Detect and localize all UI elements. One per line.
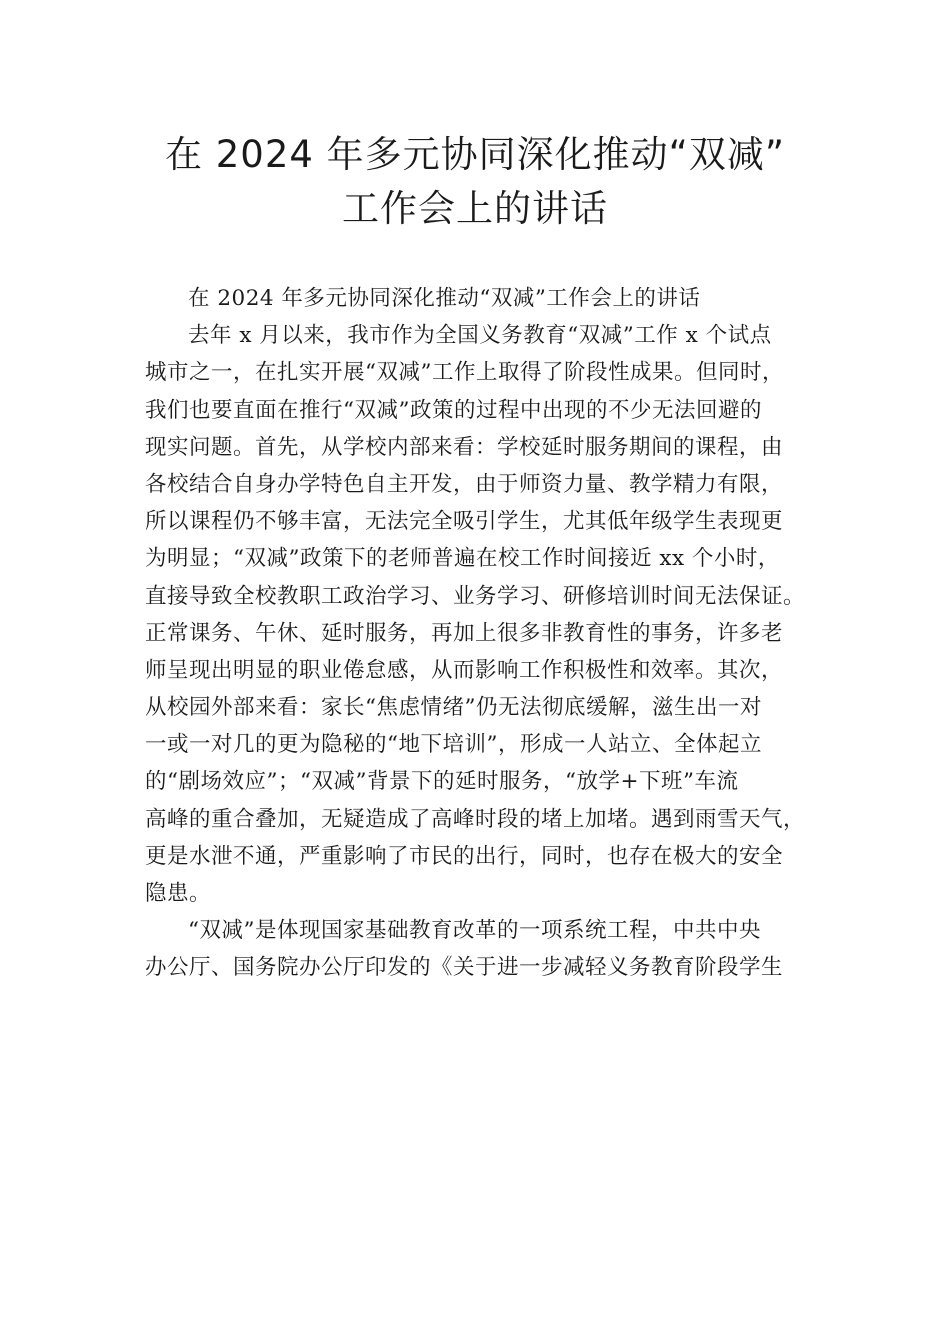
paragraph-line: 正常课务、午休、延时服务，再加上很多非教育性的事务，许多老 [145,620,784,646]
paragraph-line: 一或一对几的更为隐秘的“地下培训”，形成一人站立、全体起立 [145,732,762,758]
paragraph-line: 直接导致全校教职工政治学习、业务学习、研修培训时间无法保证。 [145,583,806,609]
paragraph-line: 所以课程仍不够丰富，无法完全吸引学生，尤其低年级学生表现更 [145,509,784,535]
paragraph-line: 隐患。 [145,881,212,906]
paragraph-line: 在 2024 年多元协同深化推动“双减”工作会上的讲话 [188,286,701,311]
paragraph-line: 各校结合自身办学特色自主开发，由于师资力量、教学精力有限， [145,471,784,497]
paragraph-line: 高峰的重合叠加，无疑造成了高峰时段的堵上加堵。遇到雨雪天气， [145,806,806,832]
document-body [145,280,825,987]
document-title [100,128,850,236]
paragraph-line: 现实问题。首先，从学校内部来看：学校延时服务期间的课程，由 [145,434,784,460]
paragraph-line: 办公厅、国务院办公厅印发的《关于进一步减轻义务教育阶段学生 [145,955,784,981]
paragraph-line: 为明显；“双减”政策下的老师普遍在校工作时间接近 xx 个小时， [145,546,780,572]
paragraph-line: 去年 x 月以来，我市作为全国义务教育“双减”工作 x 个试点 [188,323,772,349]
paragraph-line: “双减”是体现国家基础教育改革的一项系统工程，中共中央 [188,918,761,944]
title-line: 工作会上的讲话 [342,187,608,230]
paragraph-line: 师呈现出明显的职业倦怠感，从而影响工作积极性和效率。其次， [145,657,784,683]
paragraph-line: 从校园外部来看：家长“焦虑情绪”仍无法彻底缓解，滋生出一对 [145,695,762,721]
paragraph-line: 城市之一，在扎实开展“双减”工作上取得了阶段性成果。但同时， [145,360,784,386]
paragraph-line: 的“剧场效应”；“双减”背景下的延时服务，“放学+下班”车流 [145,769,739,795]
paragraph-line: 我们也要直面在推行“双减”政策的过程中出现的不少无法回避的 [145,397,762,423]
paragraph-line: 更是水泄不通，严重影响了市民的出行，同时，也存在极大的安全 [145,843,784,869]
title-line: 在 2024 年多元协同深化推动“双减” [164,133,786,176]
